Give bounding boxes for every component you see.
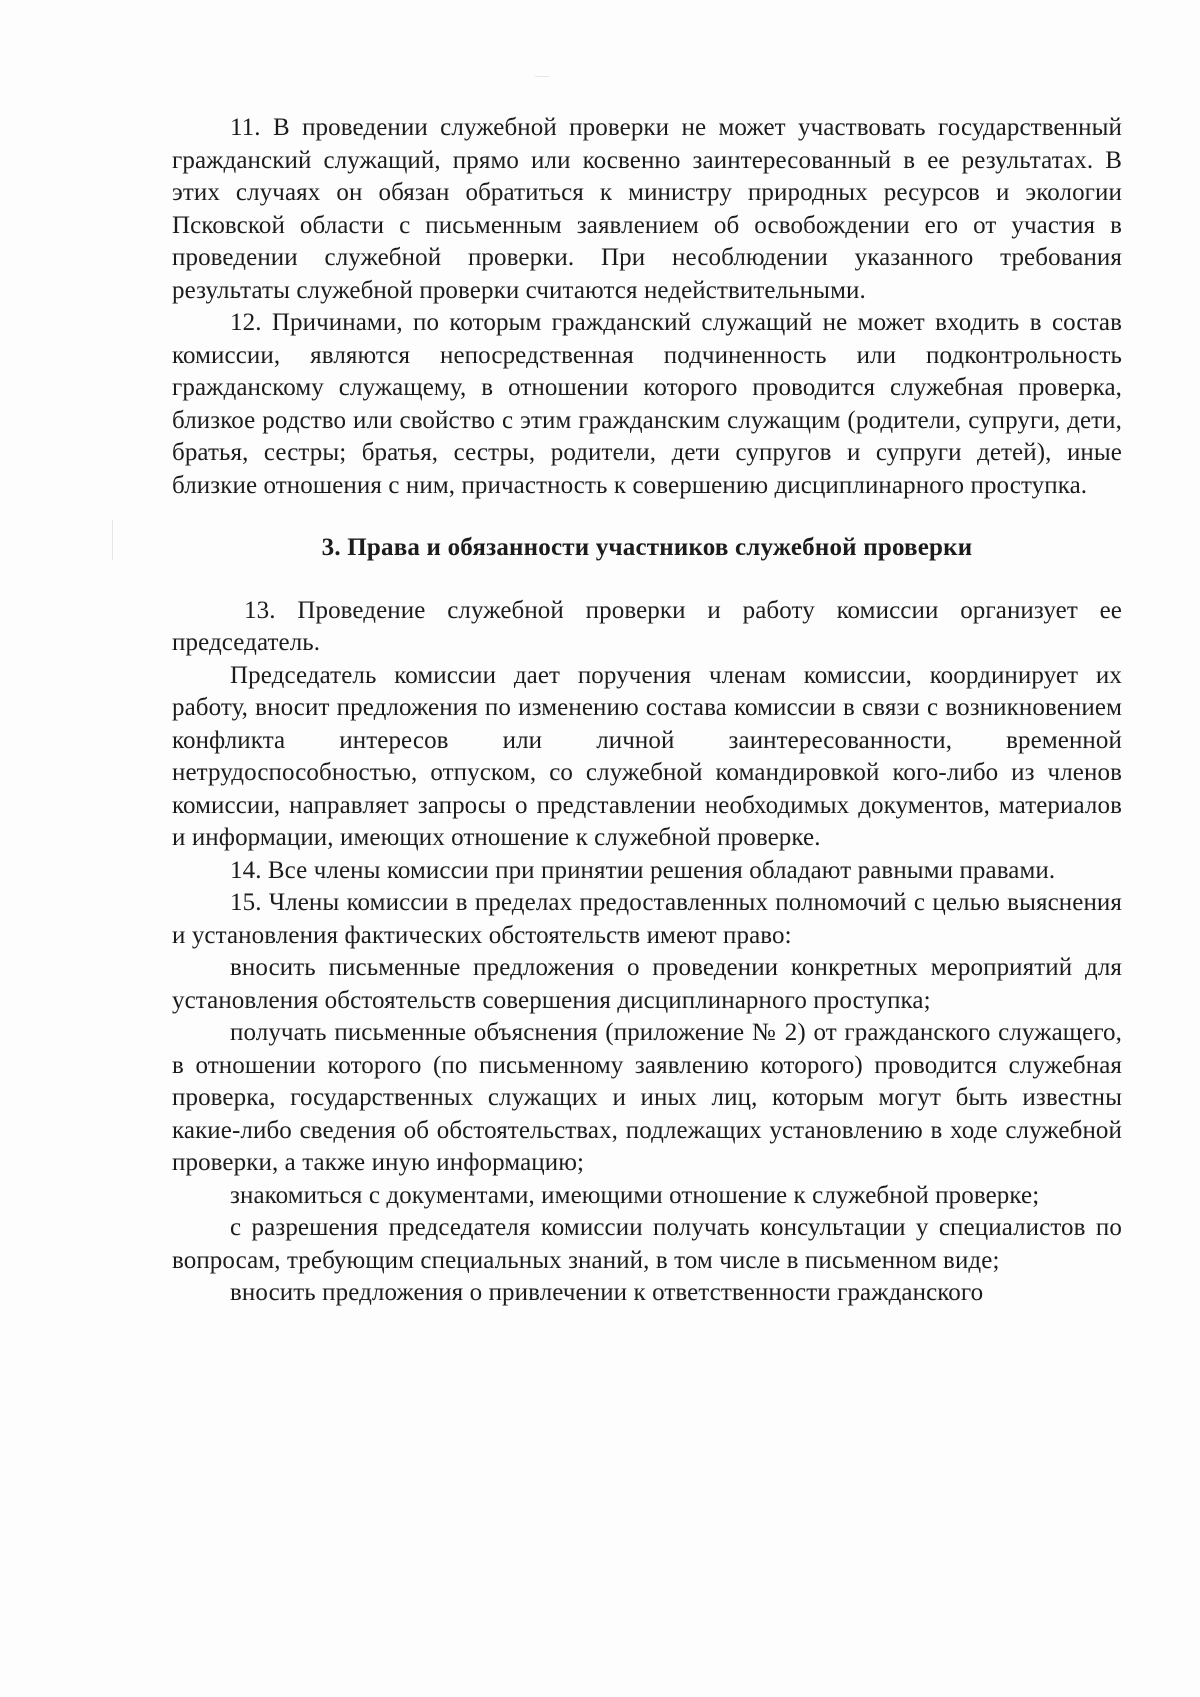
paragraph-15: 15. Члены комиссии в пределах предоставленных полномочий с целью выяснения и установления фактических обстоятельств имеют право:: [172, 889, 1122, 949]
list-item-consultations: с разрешения председателя комиссии получать консультации у специалистов по вопросам, требующим специальных знаний, в том числе в письменном виде;: [172, 1214, 1122, 1274]
document-body: [172, 112, 1122, 1310]
paragraph-chairman-duties: Председатель комиссии дает поручения членам комиссии, координирует их работу, вносит предложения по изменению состава комиссии в связи с возникновением конфликта интересов или личной заинтересованности, временной нетрудоспособностью, отпуском, со служебной командировкой кого-либо из членов комиссии, направляет запросы о представлении необходимых документов, материалов и информации, имеющих отношение к служебной проверке.: [172, 661, 1122, 851]
section-heading: 3. Права и обязанности участников служебной проверки: [321, 534, 973, 561]
paragraph-12: 12. Причинами, по которым гражданский служащий не может входить в состав комиссии, являются непосредственная подчиненность или подконтрольность гражданскому служащему, в отношении которого проводится служебная проверка, близкое родство или свойство с этим гражданским служащим (родители, супруги, дети, братья, сестры; братья, сестры, родители, дети супругов и супруги детей), иные близкие отношения с ним, причастность к совершению дисциплинарного проступка.: [172, 309, 1122, 499]
list-item-proposals: вносить письменные предложения о проведении конкретных мероприятий для установления обстоятельств совершения дисциплинарного проступка;: [172, 954, 1122, 1014]
list-item-explanations: получать письменные объяснения (приложение № 2) от гражданского служащего, в отношении которого (по письменному заявлению которого) проводится служебная проверка, государственных служащих и иных лиц, которым могут быть известны какие-либо сведения об обстоятельствах, подлежащих установлению в ходе служебной проверки, а также иную информацию;: [172, 1019, 1122, 1176]
paragraph-13: 13. Проведение служебной проверки и работу комиссии организует ее председатель.: [172, 596, 1122, 656]
list-item-documents: знакомиться с документами, имеющими отношение к служебной проверке;: [230, 1181, 1040, 1209]
list-item-liability: вносить предложения о привлечении к ответственности гражданского: [230, 1279, 984, 1306]
paragraph-14: 14. Все члены комиссии при принятии решения обладают равными правами.: [230, 856, 1056, 884]
scan-artifact: [535, 76, 549, 77]
scan-artifact: [112, 520, 113, 560]
paragraph-11: 11. В проведении служебной проверки не может участвовать государственный гражданский служащий, прямо или косвенно заинтересованный в ее результатах. В этих случаях он обязан обратиться к министру природных ресурсов и экологии Псковской области с письменным заявлением об освобождении его от участия в проведении служебной проверки. При несоблюдении указанного требования результаты служебной проверки считаются недействительными.: [172, 114, 1122, 304]
